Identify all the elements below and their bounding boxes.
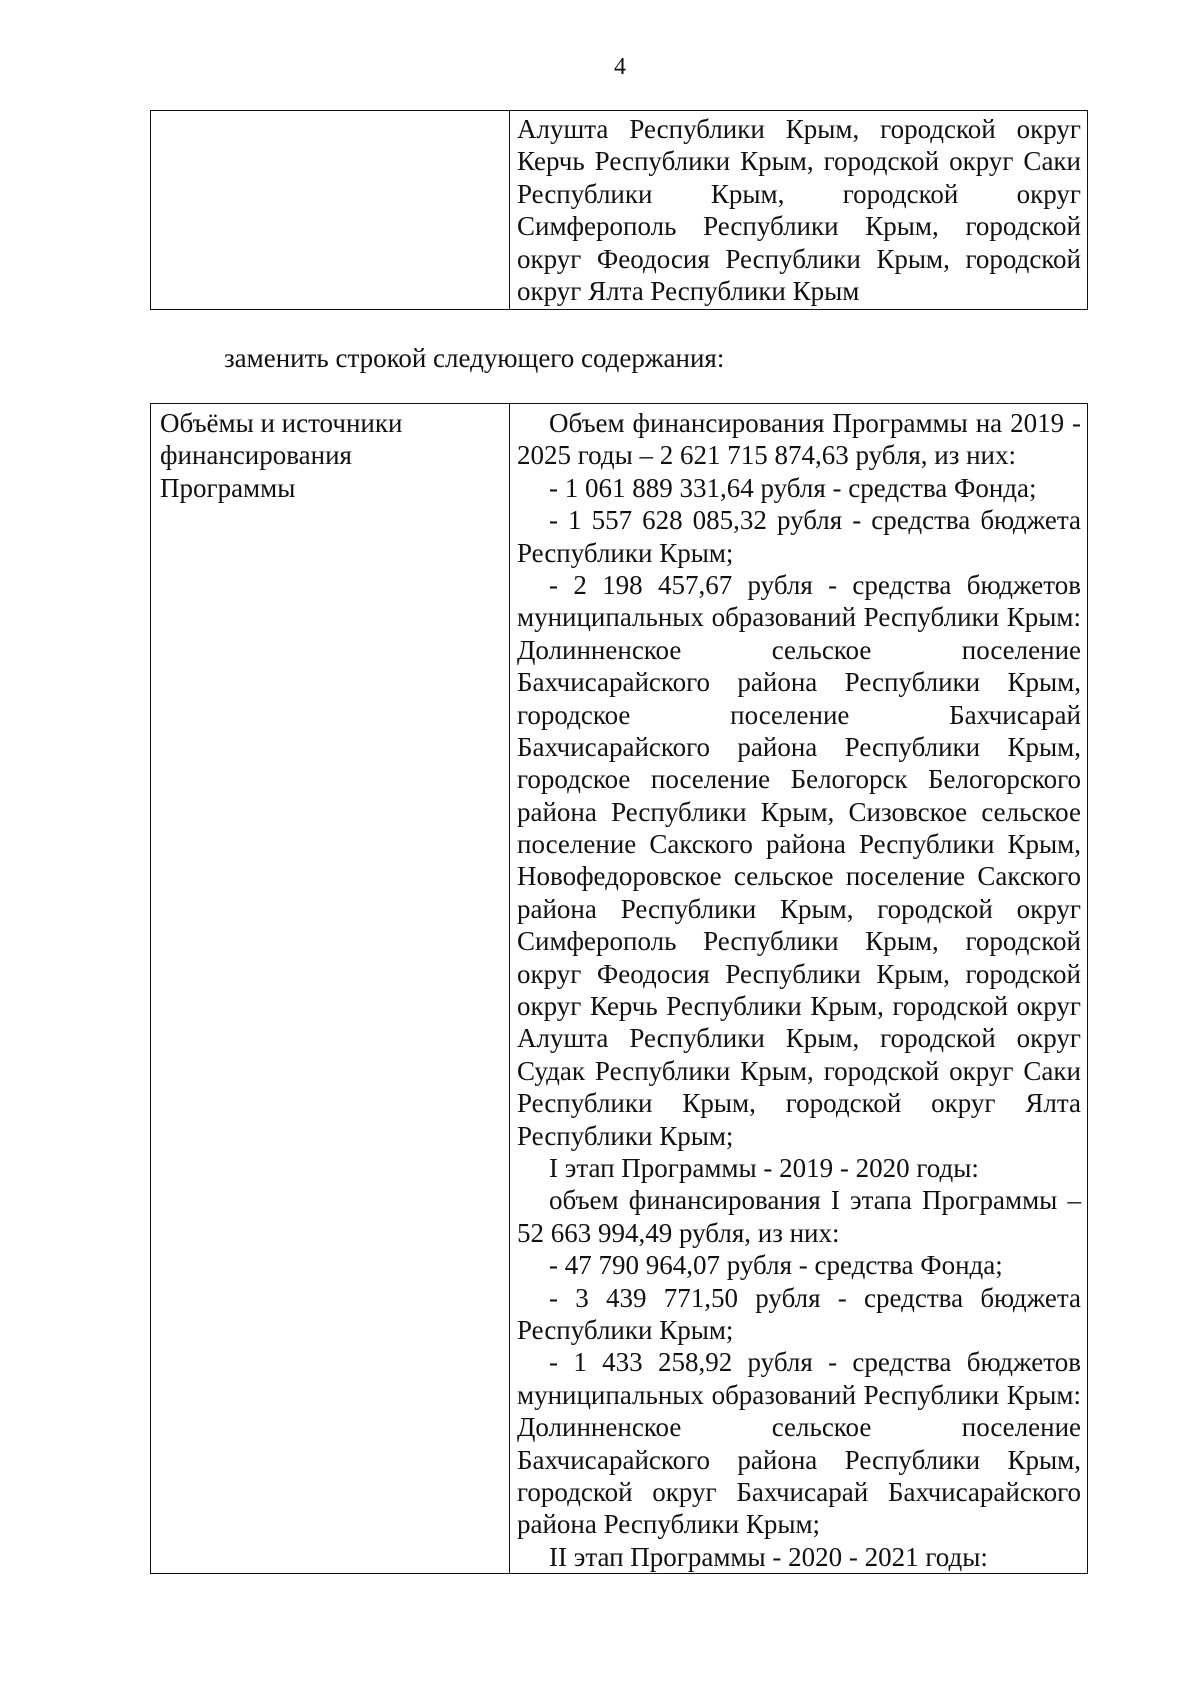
text-line: - 1 433 258,92 рубля - средства бюджетов [549,1347,1081,1378]
text-line: 2025 годы – 2 621 715 874,63 рубля, из них: [517,440,1017,471]
text-line: городское поселение Белогорск Белогорского [517,764,1081,795]
text-line: Объем финансирования Программы на 2019 - [549,408,1081,438]
text-line: Симферополь Республики Крым, городской [517,926,1081,957]
continuation-table [150,110,1088,310]
financing-text-cell [510,404,1088,1574]
text-line: муниципальных образований Республики Крым: [517,602,1081,633]
text-line: I этап Программы - 2019 - 2020 годы: [549,1152,979,1183]
text-line: II этап Программы - 2020 - 2021 годы: [549,1541,988,1572]
text-line: Долинненское сельское поселение [517,1412,1081,1443]
label-line: финансирования [160,440,352,471]
text-line: Алушта Республики Крым, городской округ [517,114,1081,144]
label-line: Программы [160,472,296,503]
text-line: Долинненское сельское поселение [517,634,1081,665]
empty-label-cell [151,111,510,310]
financing-table [150,403,1088,1574]
label-line: Объёмы и источники [160,408,403,438]
text-line: Бахчисарайского района Республики Крым, [517,1444,1081,1475]
text-line: округ Феодосия Республики Крым, городской [517,958,1081,989]
text-line: 52 663 994,49 рубля, из них: [517,1217,840,1248]
text-line: городское поселение Бахчисарай [517,699,1081,730]
text-line: округ Ялта Республики Крым [517,275,860,306]
replacement-instruction: заменить строкой следующего содержания: [224,343,725,373]
municipalities-text-cell [510,111,1088,310]
text-line: Симферополь Республики Крым, городской [517,211,1081,242]
text-line: - 2 198 457,67 рубля - средства бюджетов [549,569,1081,600]
text-line: Республики Крым; [517,1314,734,1345]
text-line: городской округ Бахчисарай Бахчисарайского [517,1476,1081,1507]
text-line: Республики Крым; [517,537,734,568]
text-line: - 1 061 889 331,64 рубля - средства Фонда; [549,472,1037,503]
text-line: округ Феодосия Республики Крым, городской [517,243,1081,274]
text-line: муниципальных образований Республики Крым: [517,1379,1081,1410]
text-line: Бахчисарайского района Республики Крым, [517,731,1081,762]
financing-label-cell [151,404,510,1574]
text-line: Судак Республики Крым, городской округ Саки [517,1055,1081,1086]
text-line: Республики Крым; [517,1120,734,1151]
page-number: 4 [614,54,626,80]
text-line: района Республики Крым, городской округ [517,893,1081,924]
text-line: Бахчисарайского района Республики Крым, [517,667,1081,698]
text-line: Новофедоровское сельское поселение Сакского [517,861,1081,892]
table-row [151,404,1088,1574]
text-line: Керчь Республики Крым, городской округ Саки [517,146,1081,177]
text-line: Республики Крым, городской округ [517,178,1081,209]
text-line: Республики Крым, городской округ Ялта [517,1088,1081,1119]
text-line: объем финансирования I этапа Программы – [549,1185,1081,1216]
table-row [151,111,1088,310]
text-line: округ Керчь Республики Крым, городской округ [517,991,1081,1022]
text-line: - 1 557 628 085,32 рубля - средства бюджета [549,505,1081,536]
text-line: района Республики Крым, Сизовское сельское [517,796,1081,827]
text-line: поселение Сакского района Республики Крым, [517,829,1081,860]
text-line: района Республики Крым; [517,1509,821,1540]
text-line: - 3 439 771,50 рубля - средства бюджета [549,1282,1081,1313]
text-line: Алушта Республики Крым, городской округ [517,1023,1081,1054]
text-line: - 47 790 964,07 рубля - средства Фонда; [549,1250,1003,1281]
